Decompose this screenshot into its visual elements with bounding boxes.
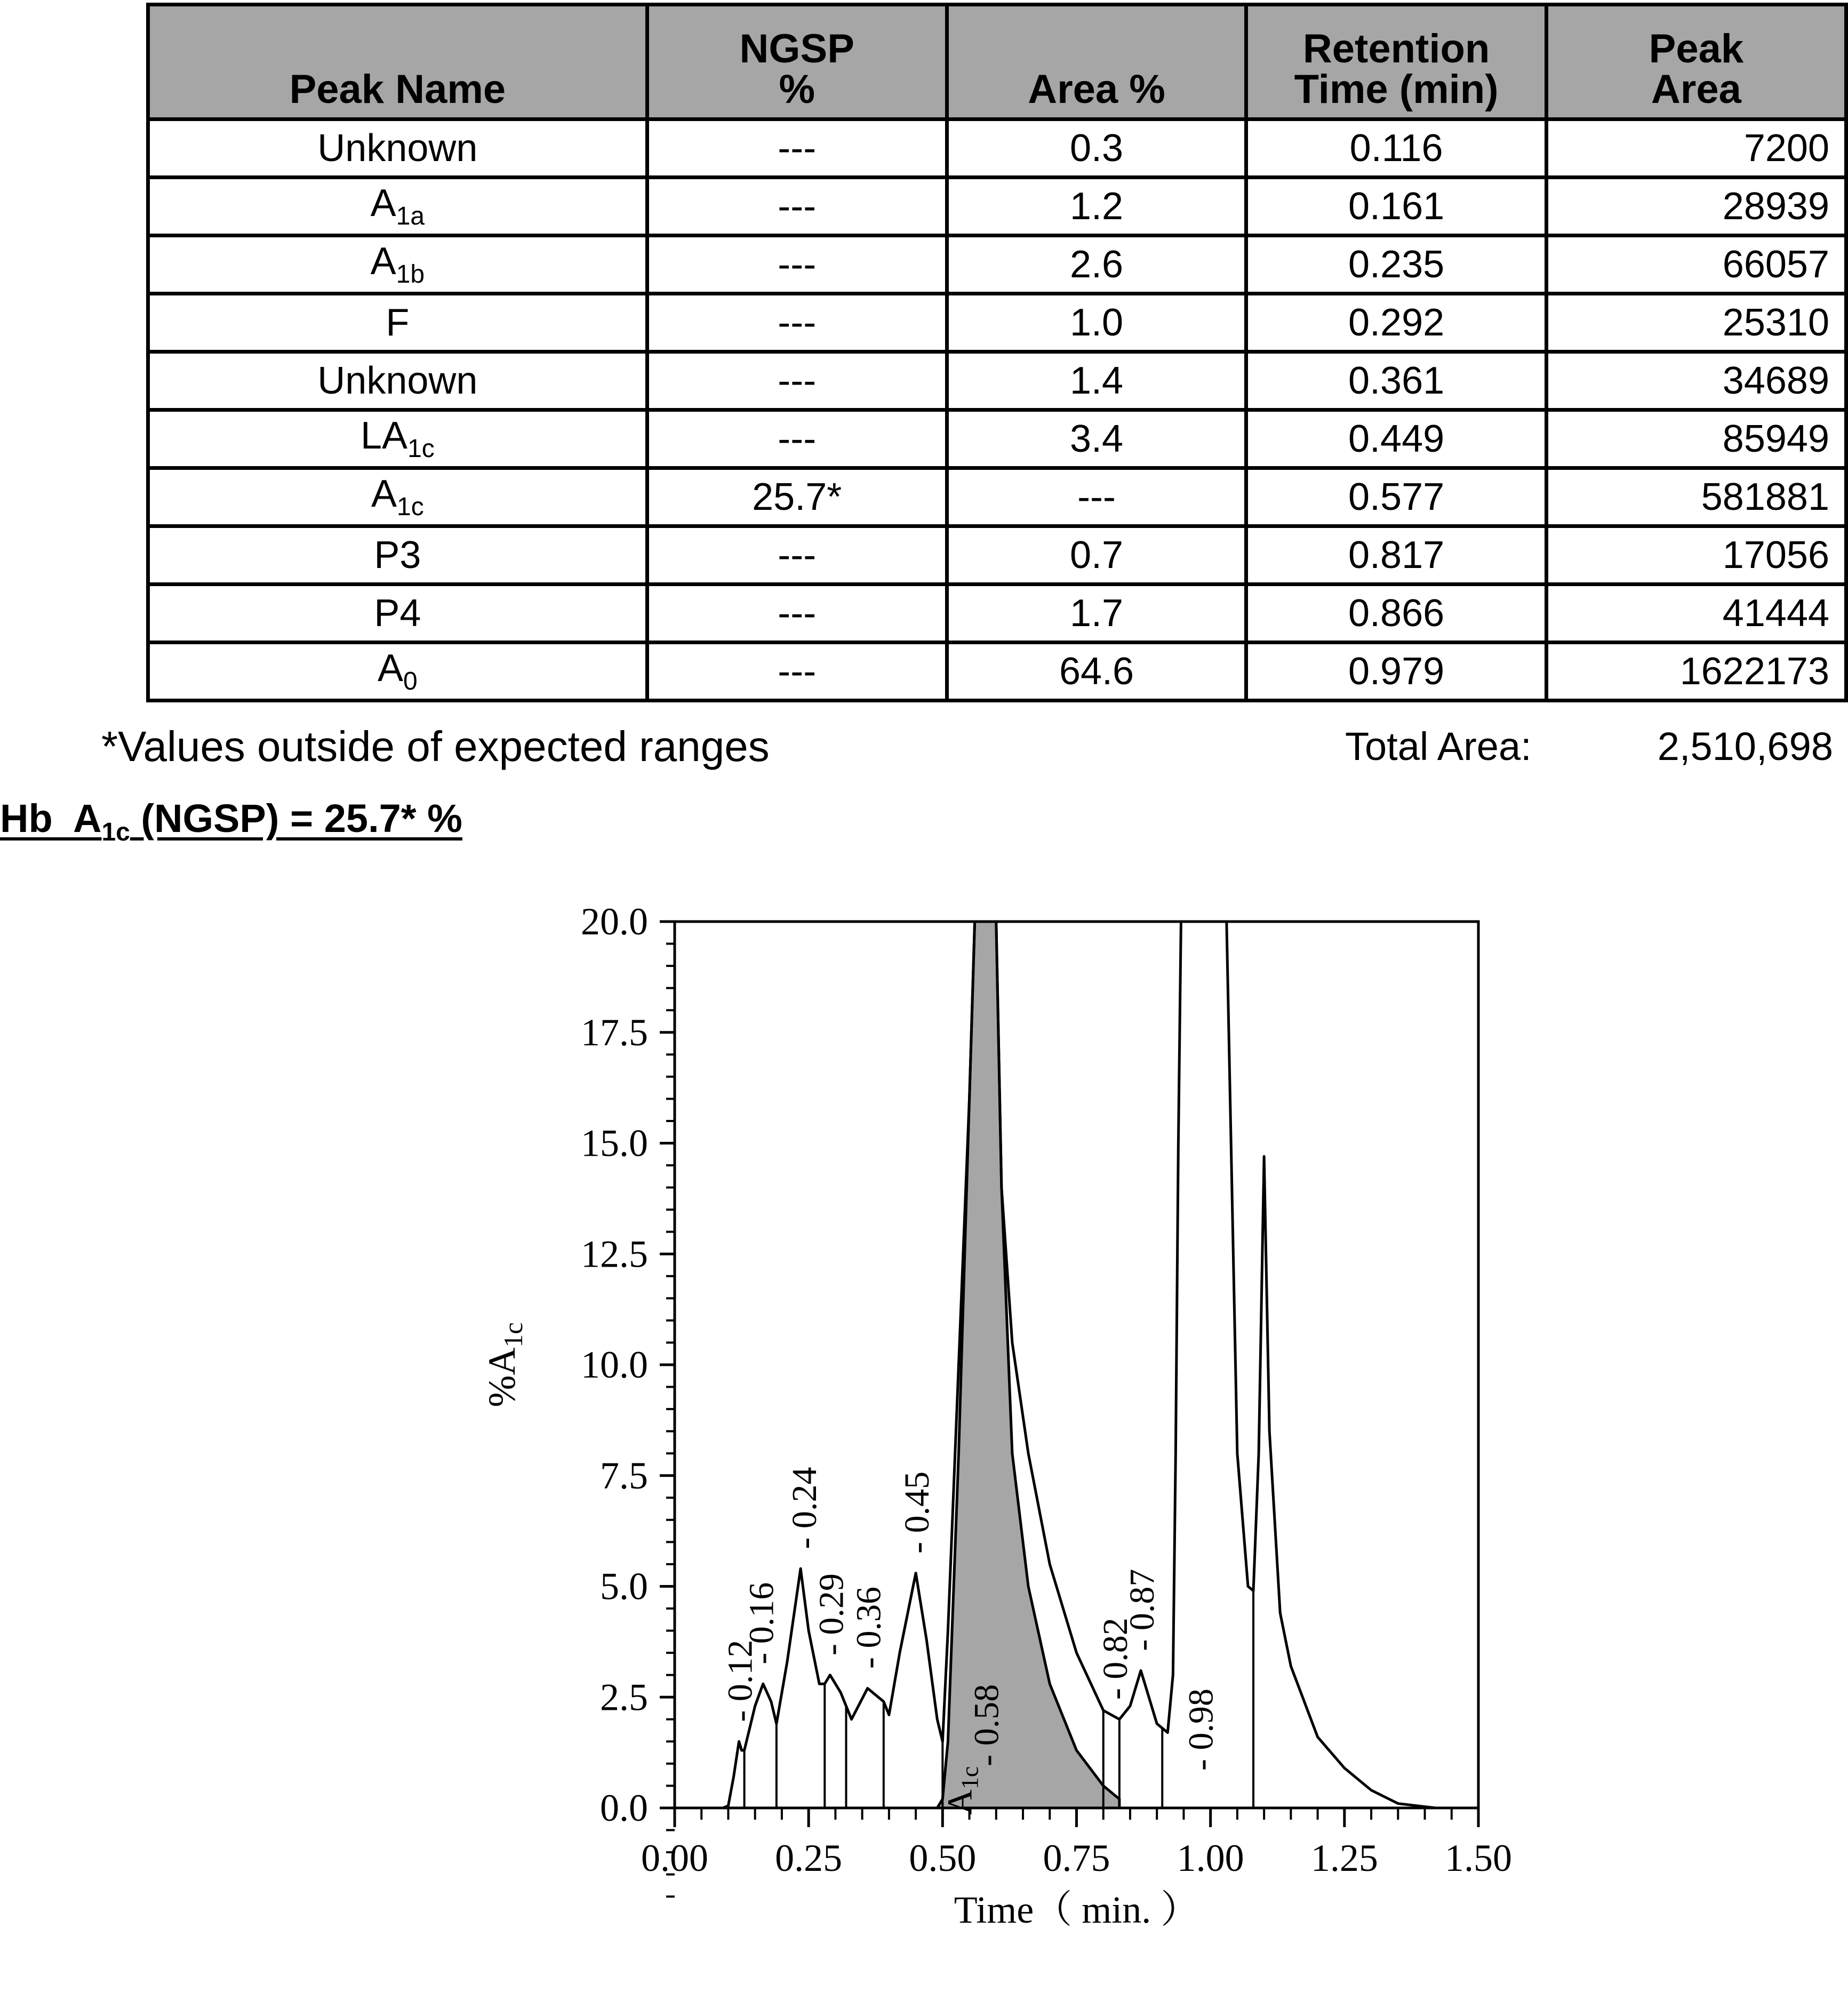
cell-peak-name: $A_{1a}$ bbox=[148, 178, 647, 236]
cell-ngsp: --- bbox=[647, 643, 947, 701]
table-row bbox=[148, 410, 1846, 468]
total-area-label: Total Area: bbox=[1345, 724, 1532, 769]
cell-peak-name: Unknown bbox=[148, 119, 647, 178]
peak-label: - 0.87 bbox=[1123, 1568, 1162, 1651]
x-tick-label: 0.75 bbox=[1043, 1837, 1110, 1879]
cell-area-pct: 0.3 bbox=[947, 119, 1246, 178]
cell-ngsp: --- bbox=[647, 526, 947, 585]
table-row bbox=[148, 119, 1846, 178]
peak-label: - 0.58 bbox=[967, 1684, 1006, 1766]
a1c-peak-name: A1c bbox=[940, 1766, 983, 1815]
cell-area-pct: 1.7 bbox=[947, 585, 1246, 643]
cell-peak-area: 34689 bbox=[1546, 352, 1846, 410]
cell-area-pct: 3.4 bbox=[947, 410, 1246, 468]
result-sub: 1c bbox=[101, 818, 130, 846]
peak-label: - 0.45 bbox=[898, 1471, 937, 1554]
cell-area-pct: 1.0 bbox=[947, 294, 1246, 352]
y-axis-label: %A1c bbox=[481, 1322, 528, 1407]
cell-peak-area: 28939 bbox=[1546, 178, 1846, 236]
cell-peak-area: 85949 bbox=[1546, 410, 1846, 468]
cell-ngsp: --- bbox=[647, 119, 947, 178]
header-peak-area: Peak Area bbox=[1546, 5, 1846, 119]
cell-peak-name: P4 bbox=[148, 585, 647, 643]
cell-peak-name: P3 bbox=[148, 526, 647, 585]
peak-label: - 0.36 bbox=[849, 1587, 889, 1669]
result-prefix: Hb A bbox=[0, 796, 102, 841]
y-tick-label: 20.0 bbox=[581, 900, 648, 943]
cell-area-pct: 1.4 bbox=[947, 352, 1246, 410]
cell-peak-area: 581881 bbox=[1546, 468, 1846, 526]
table-row bbox=[148, 526, 1846, 585]
y-tick-label: 15.0 bbox=[581, 1122, 648, 1165]
cell-peak-name: $A_0$ bbox=[148, 643, 647, 701]
cell-ngsp: --- bbox=[647, 410, 947, 468]
cell-peak-name: $LA_{1c}$ bbox=[148, 410, 647, 468]
x-tick-label: 1.50 bbox=[1445, 1837, 1512, 1879]
cell-peak-name: $A_{1c}$ bbox=[148, 468, 647, 526]
peak-label: - 0.82 bbox=[1095, 1618, 1135, 1700]
cell-retention: 0.449 bbox=[1246, 410, 1546, 468]
hba1c-result bbox=[0, 795, 462, 845]
cell-area-pct: 0.7 bbox=[947, 526, 1246, 585]
cell-retention: 0.361 bbox=[1246, 352, 1546, 410]
cell-retention: 0.577 bbox=[1246, 468, 1546, 526]
cell-ngsp: --- bbox=[647, 585, 947, 643]
header-row bbox=[148, 5, 1846, 119]
cell-retention: 0.116 bbox=[1246, 119, 1546, 178]
table-row bbox=[148, 585, 1846, 643]
footnote: *Values outside of expected ranges bbox=[101, 723, 770, 770]
header-peak-name: Peak Name bbox=[148, 5, 647, 119]
peak-label: - 0.12 bbox=[721, 1639, 760, 1722]
cell-area-pct: 2.6 bbox=[947, 236, 1246, 294]
y-tick-label: 0.0 bbox=[600, 1787, 648, 1829]
cell-area-pct: 64.6 bbox=[947, 643, 1246, 701]
cell-peak-area: 25310 bbox=[1546, 294, 1846, 352]
cell-ngsp: 25.7* bbox=[647, 468, 947, 526]
table-row bbox=[148, 178, 1846, 236]
y-tick-label: 7.5 bbox=[600, 1454, 648, 1497]
cell-retention: 0.292 bbox=[1246, 294, 1546, 352]
cell-retention: 0.817 bbox=[1246, 526, 1546, 585]
result-suffix: (NGSP) = 25.7* % bbox=[130, 796, 462, 841]
x-tick-label: 0.00 bbox=[641, 1837, 708, 1879]
peak-label: - 0.29 bbox=[812, 1573, 851, 1656]
y-tick-label: 5.0 bbox=[600, 1565, 648, 1608]
table-row bbox=[148, 236, 1846, 294]
table-row bbox=[148, 352, 1846, 410]
cell-retention: 0.866 bbox=[1246, 585, 1546, 643]
x-tick-label: 1.25 bbox=[1310, 1837, 1378, 1879]
peak-label: - 0.98 bbox=[1181, 1688, 1221, 1771]
cell-ngsp: --- bbox=[647, 352, 947, 410]
peak-label: - 0.16 bbox=[742, 1582, 781, 1664]
cell-area-pct: --- bbox=[947, 468, 1246, 526]
table-row bbox=[148, 468, 1846, 526]
cell-ngsp: --- bbox=[647, 178, 947, 236]
x-tick-label: 0.25 bbox=[775, 1837, 843, 1879]
cell-ngsp: --- bbox=[647, 236, 947, 294]
chromatogram-chart bbox=[0, 853, 1848, 1993]
cell-peak-area: 17056 bbox=[1546, 526, 1846, 585]
cell-retention: 0.979 bbox=[1246, 643, 1546, 701]
header-ngsp: NGSP % bbox=[647, 5, 947, 119]
cell-peak-area: 66057 bbox=[1546, 236, 1846, 294]
cell-peak-name: F bbox=[148, 294, 647, 352]
y-tick-label: 10.0 bbox=[581, 1343, 648, 1386]
cell-retention: 0.161 bbox=[1246, 178, 1546, 236]
x-tick-label: 1.00 bbox=[1177, 1837, 1244, 1879]
a1c-peak-area bbox=[937, 922, 1119, 1808]
table-row bbox=[148, 294, 1846, 352]
cell-peak-area: 41444 bbox=[1546, 585, 1846, 643]
header-retention: Retention Time (min) bbox=[1246, 5, 1546, 119]
peak-label: - 0.24 bbox=[785, 1467, 825, 1549]
y-tick-label: 17.5 bbox=[581, 1011, 648, 1054]
cell-retention: 0.235 bbox=[1246, 236, 1546, 294]
plot-frame bbox=[675, 922, 1478, 1808]
table-row bbox=[148, 643, 1846, 701]
header-area-pct: Area % bbox=[947, 5, 1246, 119]
y-tick-label: 2.5 bbox=[600, 1676, 648, 1719]
chromatogram-trace bbox=[701, 922, 1435, 1808]
cell-peak-area: 1622173 bbox=[1546, 643, 1846, 701]
total-area-value: 2,510,698 bbox=[1657, 724, 1833, 769]
x-tick-label: 0.50 bbox=[909, 1837, 977, 1879]
results-table bbox=[146, 3, 1848, 702]
cell-area-pct: 1.2 bbox=[947, 178, 1246, 236]
cell-peak-area: 7200 bbox=[1546, 119, 1846, 178]
y-tick-label: 12.5 bbox=[581, 1232, 648, 1276]
cell-peak-name: Unknown bbox=[148, 352, 647, 410]
cell-ngsp: --- bbox=[647, 294, 947, 352]
cell-peak-name: $A_{1b}$ bbox=[148, 236, 647, 294]
x-axis-label: Time（ min. ） bbox=[954, 1888, 1199, 1931]
